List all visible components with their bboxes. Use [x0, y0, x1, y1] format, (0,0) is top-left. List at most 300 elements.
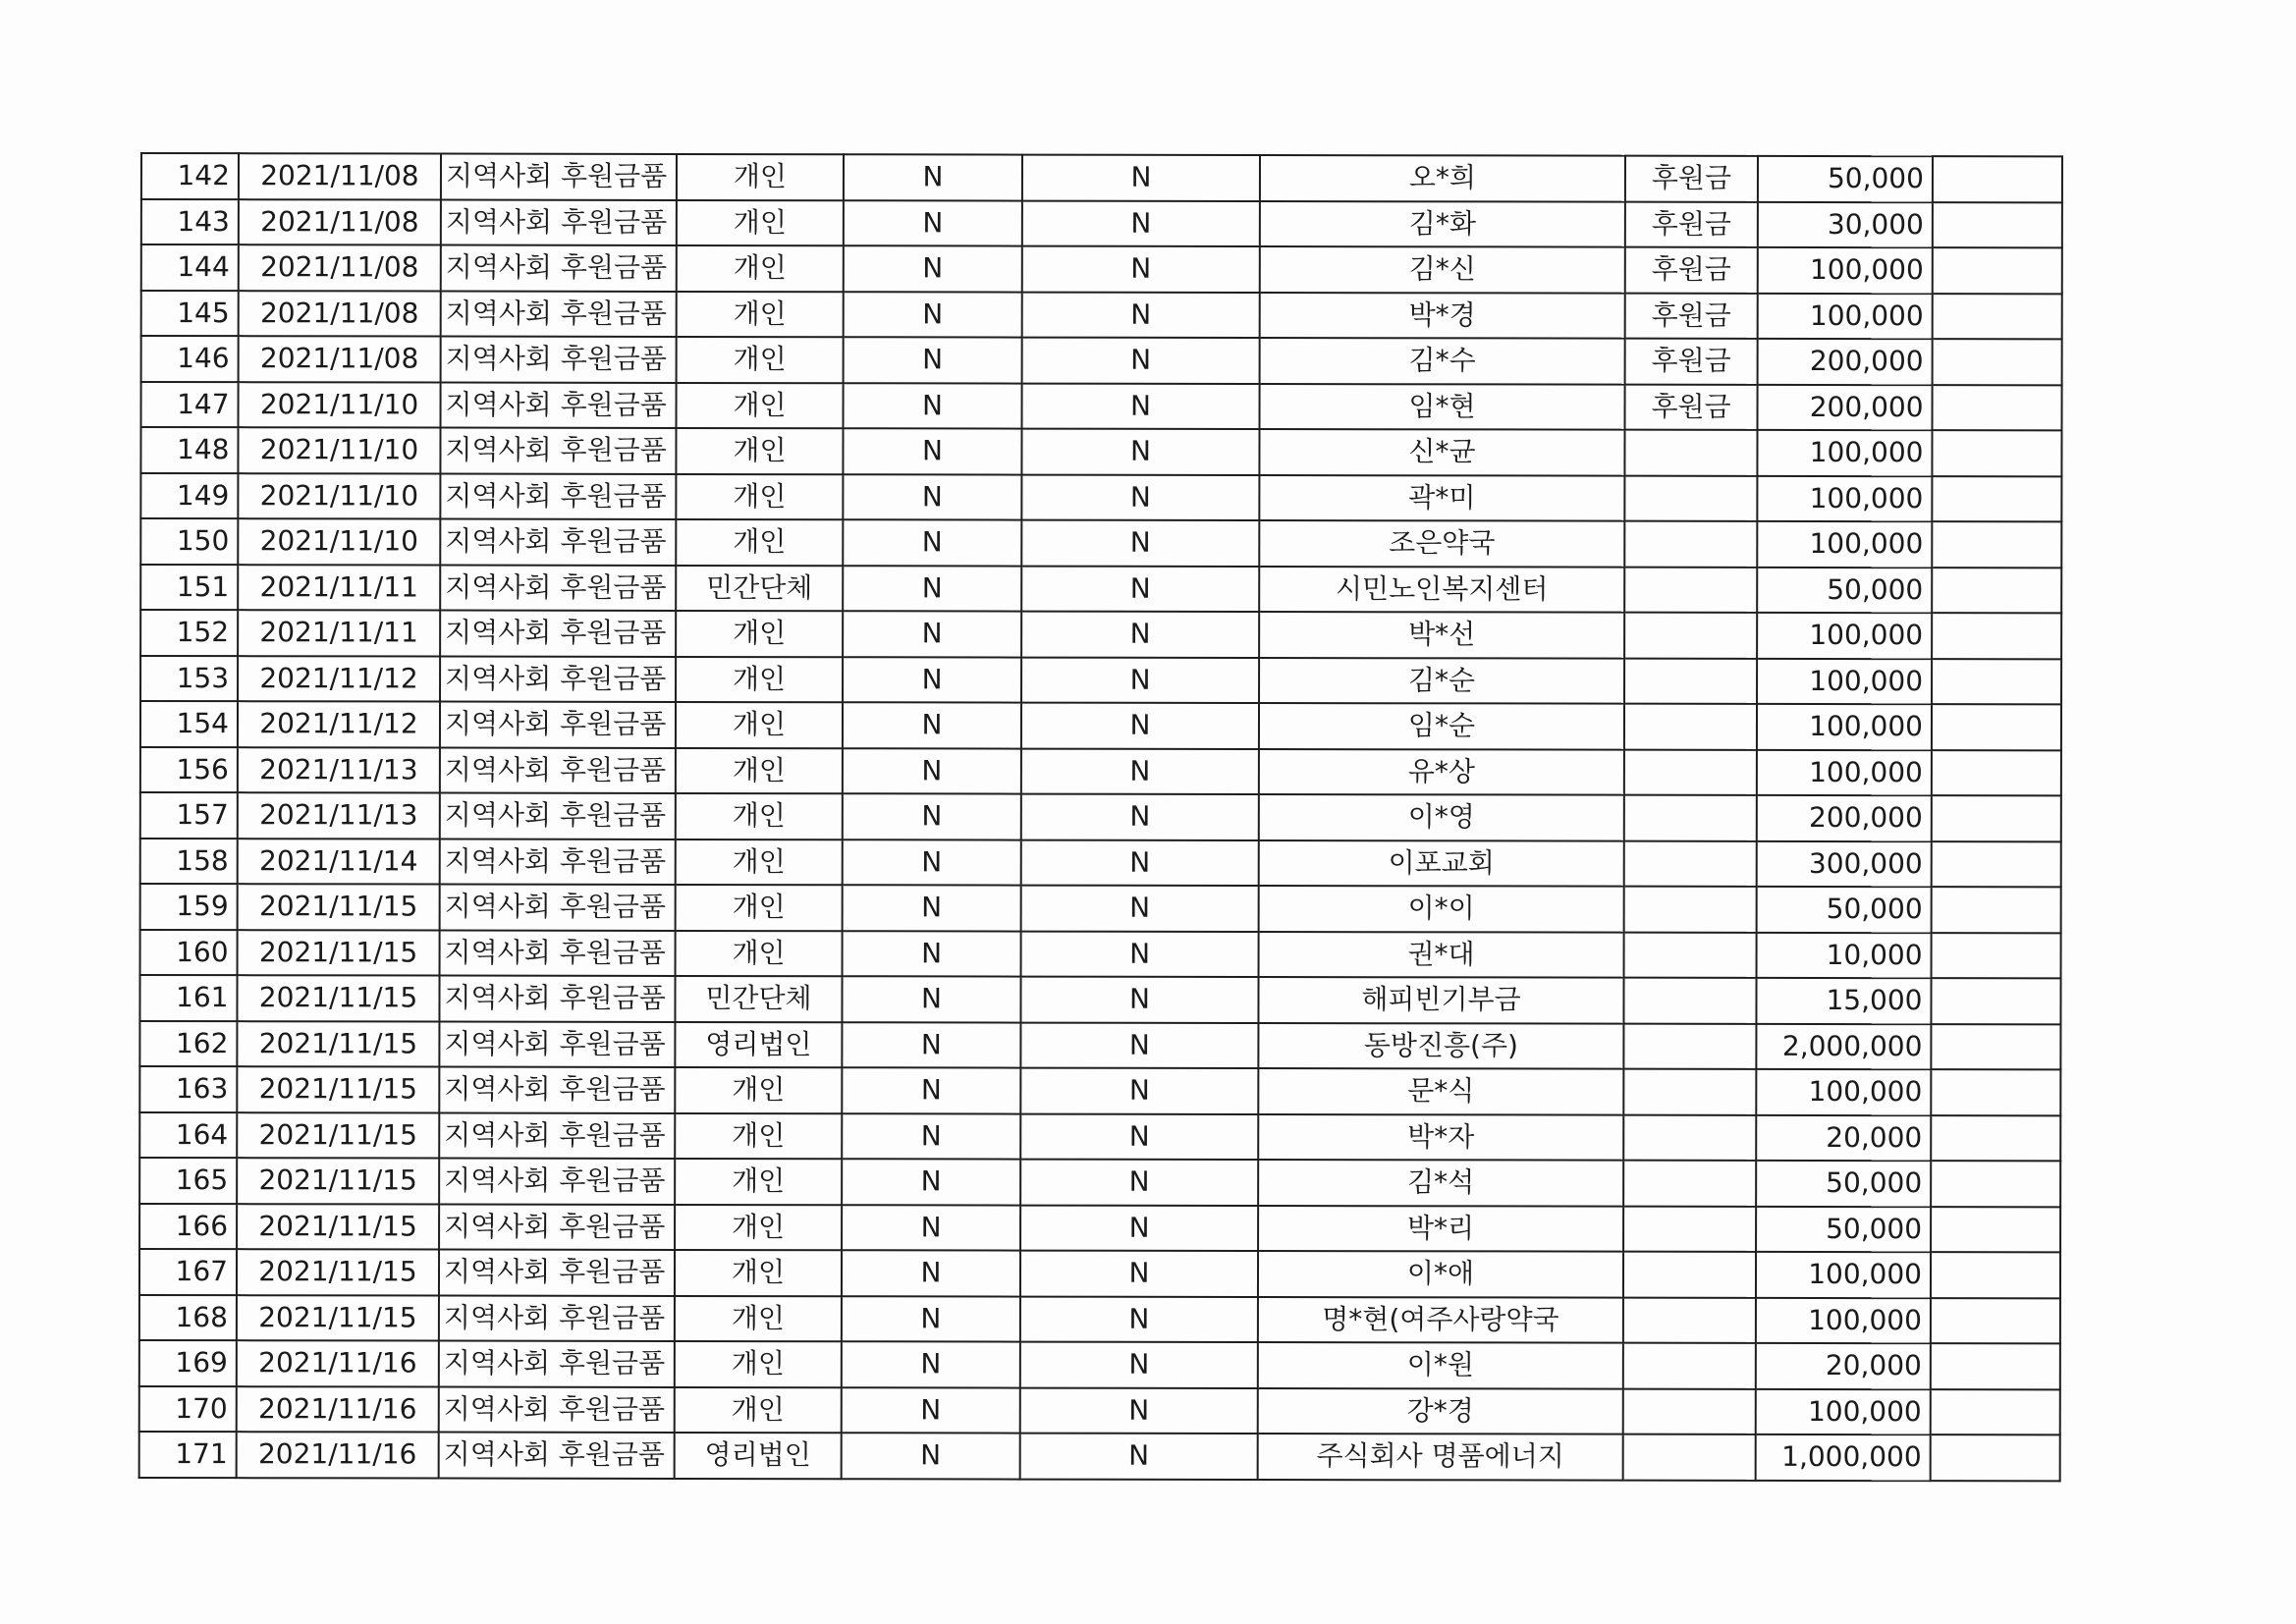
- flag-column-1: N: [843, 702, 1021, 748]
- row-number: 166: [139, 1204, 237, 1250]
- flag-column-1: N: [843, 519, 1021, 566]
- donation-kind: [1623, 1069, 1756, 1115]
- flag-column-2: N: [1021, 657, 1259, 703]
- table-row: [139, 1158, 2060, 1207]
- note-cell: [1931, 1161, 2060, 1207]
- table-row: [140, 701, 2061, 750]
- flag-column-2: N: [1020, 1342, 1258, 1388]
- donation-amount: 100,000: [1756, 1252, 1931, 1298]
- donation-kind: [1624, 932, 1757, 978]
- donor-type: 개인: [675, 1295, 842, 1341]
- table-row: [140, 656, 2061, 705]
- note-cell: [1932, 750, 2061, 796]
- flag-column-2: N: [1020, 1160, 1258, 1206]
- row-number: 157: [140, 792, 238, 839]
- donation-kind: [1623, 1252, 1756, 1298]
- donation-category: 지역사회 후원금품: [439, 1021, 675, 1067]
- donation-kind: 후원금: [1625, 201, 1758, 247]
- row-number: 148: [140, 427, 238, 473]
- table-row: [141, 244, 2062, 294]
- donor-type: 개인: [676, 930, 843, 976]
- donor-name: 김*수: [1260, 338, 1625, 384]
- donor-name: 김*신: [1260, 246, 1625, 293]
- flag-column-2: N: [1022, 155, 1260, 201]
- note-cell: [1933, 202, 2062, 248]
- note-cell: [1931, 1069, 2060, 1115]
- row-number: 170: [139, 1385, 237, 1432]
- donation-kind: [1624, 887, 1757, 933]
- donation-amount: 200,000: [1757, 795, 1932, 841]
- table-row: [139, 1112, 2060, 1162]
- donation-date: 2021/11/15: [237, 1295, 439, 1341]
- flag-column-1: N: [843, 474, 1021, 520]
- flag-column-1: N: [842, 1250, 1020, 1296]
- donor-name: 조은약국: [1259, 520, 1624, 567]
- donor-type: 개인: [677, 154, 844, 200]
- row-number: 143: [141, 199, 239, 245]
- donor-name: 명*현(여주사랑약국: [1258, 1296, 1623, 1342]
- row-number: 147: [141, 382, 239, 428]
- donation-category: 지역사회 후원금품: [441, 382, 677, 428]
- donor-type: 개인: [675, 1159, 842, 1205]
- flag-column-2: N: [1020, 977, 1258, 1023]
- donor-type: 영리법인: [675, 1433, 842, 1479]
- flag-column-1: N: [842, 1067, 1020, 1113]
- donation-amount: 20,000: [1756, 1114, 1931, 1161]
- donation-category: 지역사회 후원금품: [440, 656, 676, 702]
- flag-column-2: N: [1021, 931, 1259, 977]
- donation-category: 지역사회 후원금품: [439, 1067, 675, 1113]
- row-number: 165: [139, 1158, 237, 1204]
- row-number: 163: [139, 1066, 237, 1112]
- table-row: [139, 1385, 2060, 1435]
- donation-amount: 100,000: [1757, 658, 1932, 704]
- donation-date: 2021/11/12: [238, 701, 440, 747]
- donation-amount: 100,000: [1757, 704, 1932, 750]
- donor-name: 이*영: [1259, 794, 1624, 840]
- donation-kind: [1623, 978, 1756, 1024]
- flag-column-2: N: [1021, 520, 1259, 567]
- table-row: [140, 427, 2061, 476]
- donation-kind: 후원금: [1625, 293, 1758, 339]
- donor-type: 개인: [676, 428, 843, 474]
- note-cell: [1931, 1435, 2060, 1481]
- donation-date: 2021/11/08: [239, 291, 441, 337]
- flag-column-1: N: [844, 200, 1022, 246]
- flag-column-1: N: [843, 566, 1021, 612]
- donor-type: 개인: [677, 337, 844, 383]
- donation-amount: 20,000: [1756, 1343, 1931, 1389]
- donation-date: 2021/11/16: [237, 1432, 439, 1478]
- row-number: 161: [139, 975, 237, 1021]
- flag-column-1: N: [843, 793, 1021, 839]
- table-row: [140, 610, 2061, 659]
- flag-column-1: N: [843, 657, 1021, 703]
- donation-amount: 2,000,000: [1756, 1023, 1931, 1069]
- donation-kind: [1624, 658, 1757, 704]
- donor-type: 개인: [677, 291, 844, 337]
- donation-date: 2021/11/08: [239, 153, 441, 199]
- donation-amount: 50,000: [1757, 887, 1932, 933]
- row-number: 146: [141, 336, 239, 382]
- flag-column-1: N: [844, 383, 1022, 429]
- row-number: 144: [141, 244, 239, 291]
- row-number: 167: [139, 1249, 237, 1295]
- donation-date: 2021/11/13: [238, 747, 440, 793]
- flag-column-2: N: [1022, 338, 1260, 384]
- donation-date: 2021/11/16: [237, 1340, 439, 1386]
- flag-column-2: N: [1022, 292, 1260, 338]
- note-cell: [1931, 1207, 2060, 1253]
- table-row: [140, 518, 2061, 568]
- donation-amount: 100,000: [1757, 749, 1932, 795]
- donor-name: 시민노인복지센터: [1259, 566, 1624, 612]
- donation-amount: 100,000: [1757, 521, 1932, 568]
- flag-column-2: N: [1022, 246, 1260, 293]
- flag-column-1: N: [844, 245, 1022, 292]
- flag-column-1: N: [844, 292, 1022, 338]
- donation-category: 지역사회 후원금품: [440, 565, 676, 611]
- donor-type: 개인: [675, 1341, 842, 1387]
- donation-table: [138, 152, 2063, 1482]
- donation-date: 2021/11/15: [238, 930, 440, 976]
- donation-category: 지역사회 후원금품: [439, 1204, 675, 1250]
- row-number: 162: [139, 1021, 237, 1067]
- flag-column-2: N: [1021, 474, 1259, 520]
- donation-amount: 50,000: [1757, 567, 1932, 613]
- donation-amount: 50,000: [1758, 156, 1933, 202]
- donation-kind: [1623, 1023, 1756, 1069]
- donation-date: 2021/11/14: [238, 839, 440, 885]
- flag-column-1: N: [843, 931, 1021, 977]
- donation-date: 2021/11/15: [237, 975, 439, 1021]
- donor-type: 개인: [676, 519, 843, 566]
- row-number: 158: [140, 839, 238, 885]
- row-number: 168: [139, 1295, 237, 1341]
- flag-column-1: N: [842, 1113, 1020, 1160]
- donation-category: 지역사회 후원금품: [441, 199, 677, 245]
- donation-amount: 200,000: [1758, 384, 1933, 430]
- flag-column-1: N: [842, 1387, 1020, 1434]
- table-row: [139, 1204, 2060, 1253]
- donor-type: 개인: [676, 885, 843, 931]
- note-cell: [1931, 1343, 2060, 1389]
- note-cell: [1932, 521, 2061, 568]
- flag-column-2: N: [1022, 383, 1260, 429]
- donor-name: 신*균: [1259, 429, 1624, 475]
- flag-column-2: N: [1021, 612, 1259, 658]
- donor-name: 오*희: [1260, 155, 1625, 201]
- row-number: 150: [140, 518, 238, 565]
- note-cell: [1933, 247, 2062, 294]
- donation-kind: 후원금: [1625, 247, 1758, 294]
- donor-name: 이*원: [1258, 1342, 1623, 1388]
- donation-amount: 100,000: [1758, 293, 1933, 339]
- note-cell: [1933, 385, 2062, 431]
- donor-type: 개인: [676, 473, 843, 519]
- note-cell: [1932, 933, 2061, 979]
- flag-column-1: N: [842, 1159, 1020, 1205]
- donation-date: 2021/11/15: [237, 1021, 439, 1067]
- donation-category: 지역사회 후원금품: [441, 337, 677, 383]
- donor-type: 개인: [675, 1386, 842, 1433]
- donation-category: 지역사회 후원금품: [441, 291, 677, 337]
- note-cell: [1932, 795, 2061, 841]
- note-cell: [1933, 339, 2062, 385]
- donor-name: 이*애: [1258, 1251, 1623, 1297]
- donation-amount: 100,000: [1757, 613, 1932, 659]
- donation-amount: 50,000: [1756, 1206, 1931, 1252]
- note-cell: [1931, 978, 2060, 1024]
- note-cell: [1932, 476, 2061, 522]
- flag-column-2: N: [1021, 429, 1259, 475]
- donor-name: 권*대: [1259, 931, 1624, 977]
- donation-category: 지역사회 후원금품: [439, 1386, 675, 1433]
- donor-name: 곽*미: [1259, 474, 1624, 520]
- donation-kind: 후원금: [1625, 156, 1758, 202]
- donor-name: 문*식: [1258, 1068, 1623, 1114]
- table-row: [140, 884, 2061, 933]
- donor-type: 개인: [677, 199, 844, 245]
- donation-date: 2021/11/12: [238, 656, 440, 702]
- donation-category: 지역사회 후원금품: [440, 611, 676, 657]
- donation-amount: 100,000: [1756, 1069, 1931, 1115]
- row-number: 142: [141, 153, 239, 199]
- donor-type: 영리법인: [675, 1021, 842, 1067]
- donation-date: 2021/11/11: [238, 565, 440, 611]
- table-row: [140, 839, 2061, 888]
- note-cell: [1932, 841, 2061, 888]
- donation-category: 지역사회 후원금품: [439, 1433, 675, 1479]
- donor-type: 개인: [675, 1067, 842, 1113]
- note-cell: [1932, 704, 2061, 750]
- donor-type: 개인: [676, 656, 843, 702]
- flag-column-2: N: [1020, 1068, 1258, 1114]
- note-cell: [1932, 568, 2061, 614]
- donor-type: 개인: [677, 245, 844, 292]
- donation-amount: 1,000,000: [1756, 1435, 1931, 1481]
- donation-kind: [1624, 567, 1757, 613]
- donor-type: 개인: [676, 839, 843, 885]
- donation-amount: 100,000: [1756, 1297, 1931, 1343]
- table-row: [139, 1432, 2060, 1481]
- donation-kind: [1624, 704, 1757, 750]
- donation-kind: [1624, 430, 1757, 476]
- flag-column-2: N: [1020, 1022, 1258, 1068]
- donation-date: 2021/11/08: [239, 244, 441, 291]
- flag-column-2: N: [1020, 1434, 1258, 1480]
- donor-name: 강*경: [1258, 1387, 1623, 1434]
- donor-name: 주식회사 명품에너지: [1258, 1434, 1623, 1480]
- note-cell: [1931, 1024, 2060, 1070]
- donation-amount: 100,000: [1757, 475, 1932, 521]
- table-row: [141, 199, 2062, 248]
- donation-category: 지역사회 후원금품: [439, 1341, 675, 1387]
- donation-amount: 15,000: [1756, 978, 1931, 1024]
- note-cell: [1931, 1252, 2060, 1298]
- donation-date: 2021/11/15: [237, 1204, 439, 1250]
- donor-type: 민간단체: [675, 976, 842, 1022]
- flag-column-1: N: [844, 337, 1022, 383]
- flag-column-1: N: [842, 1296, 1020, 1342]
- donation-category: 지역사회 후원금품: [440, 473, 676, 519]
- donation-kind: [1623, 1388, 1756, 1435]
- donor-name: 김*석: [1258, 1160, 1623, 1206]
- donation-date: 2021/11/15: [237, 1158, 439, 1204]
- row-number: 164: [139, 1112, 237, 1159]
- donor-name: 박*경: [1260, 292, 1625, 338]
- donation-category: 지역사회 후원금품: [439, 1112, 675, 1159]
- donor-type: 개인: [676, 611, 843, 657]
- donor-name: 박*리: [1258, 1205, 1623, 1251]
- flag-column-2: N: [1021, 794, 1259, 840]
- note-cell: [1932, 613, 2061, 659]
- table-row: [141, 382, 2062, 431]
- donation-kind: 후원금: [1625, 384, 1758, 430]
- donation-category: 지역사회 후원금품: [439, 1250, 675, 1296]
- table-row: [140, 792, 2061, 841]
- flag-column-1: N: [842, 1205, 1020, 1251]
- note-cell: [1931, 1298, 2060, 1344]
- row-number: 154: [140, 701, 238, 747]
- donor-name: 박*자: [1258, 1113, 1623, 1160]
- table-row: [139, 1021, 2060, 1070]
- flag-column-2: N: [1021, 703, 1259, 749]
- donation-amount: 50,000: [1756, 1161, 1931, 1207]
- donation-date: 2021/11/15: [237, 1066, 439, 1112]
- flag-column-1: N: [843, 428, 1021, 474]
- table-row: [139, 1249, 2060, 1298]
- donation-category: 지역사회 후원금품: [439, 1159, 675, 1205]
- flag-column-1: N: [842, 1022, 1020, 1068]
- donation-category: 지역사회 후원금품: [440, 747, 676, 793]
- table-row: [139, 1295, 2060, 1344]
- donation-date: 2021/11/11: [238, 610, 440, 656]
- flag-column-2: N: [1021, 748, 1259, 794]
- donation-category: 지역사회 후원금품: [440, 428, 676, 474]
- note-cell: [1933, 156, 2062, 202]
- donor-type: 민간단체: [676, 565, 843, 611]
- donor-name: 동방진흥(주): [1258, 1022, 1623, 1068]
- flag-column-1: N: [842, 1341, 1020, 1387]
- donation-amount: 100,000: [1756, 1388, 1931, 1435]
- flag-column-2: N: [1020, 1251, 1258, 1297]
- flag-column-1: N: [843, 611, 1021, 657]
- donor-type: 개인: [676, 793, 843, 839]
- donation-kind: [1623, 1297, 1756, 1343]
- donation-amount: 100,000: [1758, 247, 1933, 294]
- flag-column-2: N: [1020, 1113, 1258, 1160]
- donation-date: 2021/11/15: [237, 1112, 439, 1159]
- donor-name: 김*화: [1260, 200, 1625, 246]
- donation-date: 2021/11/10: [238, 427, 440, 473]
- donor-name: 임*현: [1260, 383, 1625, 429]
- donor-name: 이*이: [1259, 886, 1624, 932]
- donor-type: 개인: [677, 382, 844, 428]
- donation-category: 지역사회 후원금품: [439, 976, 675, 1022]
- donation-category: 지역사회 후원금품: [440, 702, 676, 748]
- donation-kind: [1623, 1435, 1756, 1481]
- flag-column-2: N: [1020, 1387, 1258, 1434]
- flag-column-2: N: [1021, 566, 1259, 612]
- donation-date: 2021/11/13: [238, 792, 440, 839]
- donor-type: 개인: [676, 702, 843, 748]
- note-cell: [1933, 294, 2062, 340]
- note-cell: [1932, 430, 2061, 476]
- donation-date: 2021/11/10: [238, 473, 440, 519]
- donation-kind: [1624, 749, 1757, 795]
- row-number: 151: [140, 565, 238, 611]
- donor-type: 개인: [675, 1112, 842, 1159]
- row-number: 153: [140, 656, 238, 702]
- note-cell: [1932, 887, 2061, 933]
- donation-category: 지역사회 후원금품: [441, 245, 677, 292]
- donor-name: 박*선: [1259, 612, 1624, 658]
- table-row: [139, 975, 2060, 1024]
- donation-date: 2021/11/15: [237, 1249, 439, 1295]
- table-row: [139, 1340, 2060, 1389]
- donor-name: 유*상: [1259, 748, 1624, 794]
- flag-column-1: N: [843, 885, 1021, 931]
- donation-kind: [1623, 1161, 1756, 1207]
- table-body: [139, 153, 2062, 1481]
- donor-name: 김*순: [1259, 657, 1624, 703]
- table-row: [140, 565, 2061, 614]
- row-number: 152: [140, 610, 238, 656]
- donation-category: 지역사회 후원금품: [439, 1295, 675, 1341]
- note-cell: [1931, 1389, 2060, 1435]
- table-row: [141, 336, 2062, 385]
- donation-kind: [1623, 1206, 1756, 1252]
- donor-name: 해피빈기부금: [1258, 977, 1623, 1023]
- table-row: [140, 930, 2061, 979]
- flag-column-2: N: [1020, 1296, 1258, 1342]
- donor-type: 개인: [676, 747, 843, 793]
- flag-column-2: N: [1022, 200, 1260, 246]
- row-number: 171: [139, 1432, 237, 1478]
- donation-amount: 10,000: [1757, 932, 1932, 978]
- donation-category: 지역사회 후원금품: [441, 154, 677, 200]
- row-number: 149: [140, 473, 238, 519]
- donation-kind: [1624, 613, 1757, 659]
- donation-kind: 후원금: [1625, 339, 1758, 385]
- donation-category: 지역사회 후원금품: [440, 519, 676, 566]
- donation-category: 지역사회 후원금품: [440, 885, 676, 931]
- donation-category: 지역사회 후원금품: [440, 839, 676, 885]
- donor-type: 개인: [675, 1204, 842, 1250]
- donor-type: 개인: [675, 1250, 842, 1296]
- note-cell: [1931, 1115, 2060, 1162]
- flag-column-1: N: [842, 1433, 1020, 1479]
- flag-column-1: N: [843, 748, 1021, 794]
- flag-column-1: N: [844, 154, 1022, 200]
- flag-column-2: N: [1020, 1205, 1258, 1251]
- donation-kind: [1624, 475, 1757, 521]
- donation-kind: [1624, 840, 1757, 887]
- donation-kind: [1623, 1114, 1756, 1161]
- row-number: 160: [140, 930, 238, 976]
- note-cell: [1932, 659, 2061, 705]
- donation-date: 2021/11/15: [238, 884, 440, 930]
- donation-date: 2021/11/16: [237, 1386, 439, 1433]
- donation-date: 2021/11/08: [239, 199, 441, 245]
- row-number: 156: [140, 747, 238, 793]
- donation-category: 지역사회 후원금품: [440, 793, 676, 839]
- donation-amount: 30,000: [1758, 201, 1933, 247]
- donation-amount: 100,000: [1757, 430, 1932, 476]
- donation-date: 2021/11/10: [238, 518, 440, 565]
- donation-kind: [1624, 521, 1757, 568]
